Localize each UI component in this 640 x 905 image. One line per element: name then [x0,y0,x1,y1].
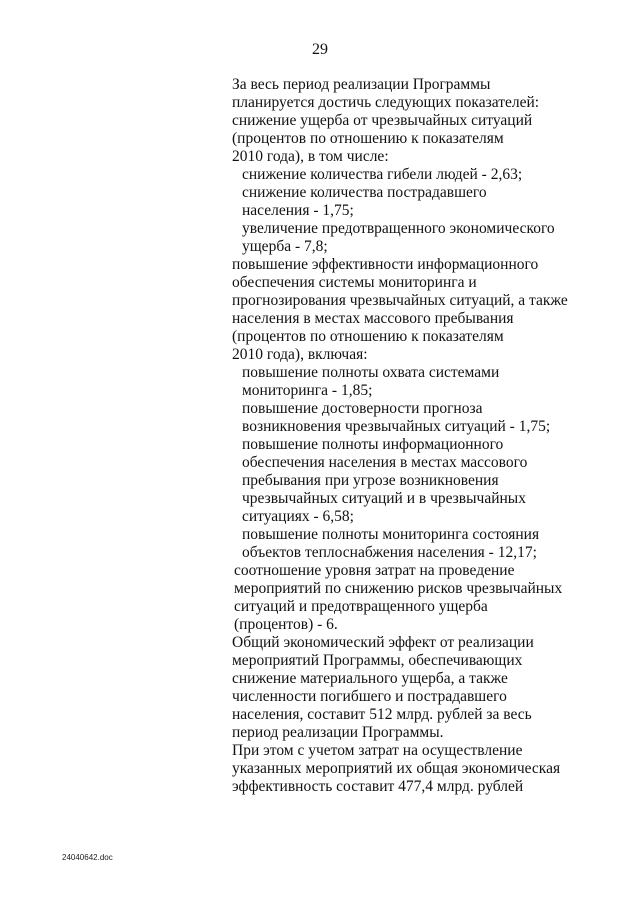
text-line: обеспечения населения в местах массового [242,454,528,471]
text-line: снижение материального ущерба, а также [232,670,508,687]
text-line: (процентов по отношению к показателям [232,328,504,345]
footer-filename: 24040642.doc [62,853,113,862]
text-line: чрезвычайных ситуаций и в чрезвычайных [242,490,526,507]
text-line: Общий экономический эффект от реализации [232,634,534,651]
text-line: эффективность составит 477,4 млрд. рублей [232,778,524,795]
text-line: населения в местах массового пребывания [232,310,514,327]
text-line: мероприятий по снижению рисков чрезвычайных [234,580,563,597]
text-line: 2010 года), в том числе: [232,148,389,165]
text-line: населения, составит 512 млрд. рублей за весь [232,706,532,723]
text-line: возникновения чрезвычайных ситуаций - 1,75; [242,418,551,435]
text-line: период реализации Программы. [232,724,444,741]
text-line: мероприятий Программы, обеспечивающих [232,652,523,669]
text-line: прогнозирования чрезвычайных ситуаций, а также [232,292,568,309]
text-line: повышение полноты информационного [242,436,504,453]
text-line: снижение ущерба от чрезвычайных ситуаций [232,112,533,129]
text-line: населения - 1,75; [242,202,354,219]
text-line: За весь период реализации Программы [232,76,491,93]
text-line: соотношение уровня затрат на проведение [234,562,515,579]
text-line: мониторинга - 1,85; [242,382,373,399]
text-line: (процентов) - 6. [234,616,338,633]
text-line: ситуаций и предотвращенного ущерба [234,598,488,615]
text-line: планируется достичь следующих показателей: [232,94,540,111]
text-line: повышение эффективности информационного [232,256,539,273]
text-line: повышение достоверности прогноза [242,400,483,417]
text-line: При этом с учетом затрат на осуществление [232,742,523,759]
text-line: снижение количества гибели людей - 2,63; [242,166,523,183]
text-line: увеличение предотвращенного экономического [242,220,555,237]
text-line: повышение полноты мониторинга состояния [242,526,540,543]
text-line: 2010 года), включая: [232,346,368,363]
text-line: ситуациях - 6,58; [242,508,354,525]
text-line: ущерба - 7,8; [242,238,328,255]
text-line: (процентов по отношению к показателям [232,130,504,147]
text-line: объектов теплоснабжения населения - 12,17; [242,544,537,561]
text-line: повышение полноты охвата системами [242,364,500,381]
text-line: снижение количества пострадавшего [242,184,487,201]
page-number: 29 [312,41,328,58]
text-line: пребывания при угрозе возникновения [242,472,499,489]
text-line: обеспечения системы мониторинга и [232,274,477,291]
text-line: указанных мероприятий их общая экономическая [232,760,561,777]
text-line: численности погибшего и пострадавшего [232,688,507,705]
